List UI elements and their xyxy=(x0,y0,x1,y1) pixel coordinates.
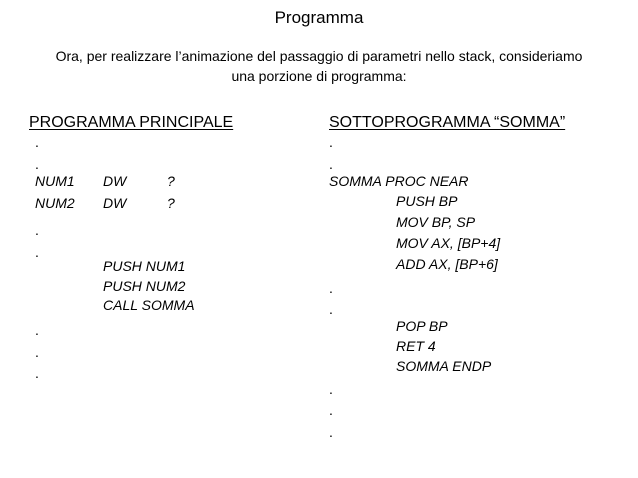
code-line: SOMMA PROC NEAR xyxy=(329,173,469,189)
subtitle-line-1: Ora, per realizzare l’animazione del passaggio di parametri nello stack, consideriamo xyxy=(55,48,583,64)
code-line: . xyxy=(35,244,39,260)
code-line: SOMMA ENDP xyxy=(396,358,492,374)
code-label: NUM2 xyxy=(35,195,75,211)
code-label: NUM1 xyxy=(35,173,75,189)
code-line: . xyxy=(35,344,39,360)
code-line: RET 4 xyxy=(396,338,436,354)
code-line: . xyxy=(329,280,333,296)
code-line: PUSH NUM1 xyxy=(103,258,186,274)
subtitle-line-2: una porzione di programma: xyxy=(231,68,407,84)
subroutine-heading: SOTTOPROGRAMMA “SOMMA” xyxy=(329,114,566,131)
code-line: MOV BP, SP xyxy=(396,214,476,230)
code-line: POP BP xyxy=(396,318,448,334)
slide-title: Programma xyxy=(274,8,364,27)
code-line: PUSH BP xyxy=(396,193,458,209)
code-op: DW xyxy=(103,195,127,211)
code-line: . xyxy=(329,156,333,172)
code-value: ? xyxy=(167,195,175,211)
code-line: . xyxy=(329,134,333,150)
code-line: . xyxy=(35,156,39,172)
code-line: . xyxy=(329,381,333,397)
code-line: . xyxy=(329,402,333,418)
code-value: ? xyxy=(167,173,175,189)
code-line: ADD AX, [BP+6] xyxy=(396,256,498,272)
code-line: . xyxy=(35,222,39,238)
code-line: . xyxy=(329,301,333,317)
slide-subtitle xyxy=(20,46,618,86)
code-line: . xyxy=(35,322,39,338)
main-program-heading: PROGRAMMA PRINCIPALE xyxy=(29,114,234,131)
code-line: . xyxy=(35,134,39,150)
code-line: CALL SOMMA xyxy=(103,297,195,313)
code-line: PUSH NUM2 xyxy=(103,278,186,294)
code-op: DW xyxy=(103,173,127,189)
code-line: MOV AX, [BP+4] xyxy=(396,235,501,251)
code-line: . xyxy=(329,424,333,440)
code-line: . xyxy=(35,365,39,381)
